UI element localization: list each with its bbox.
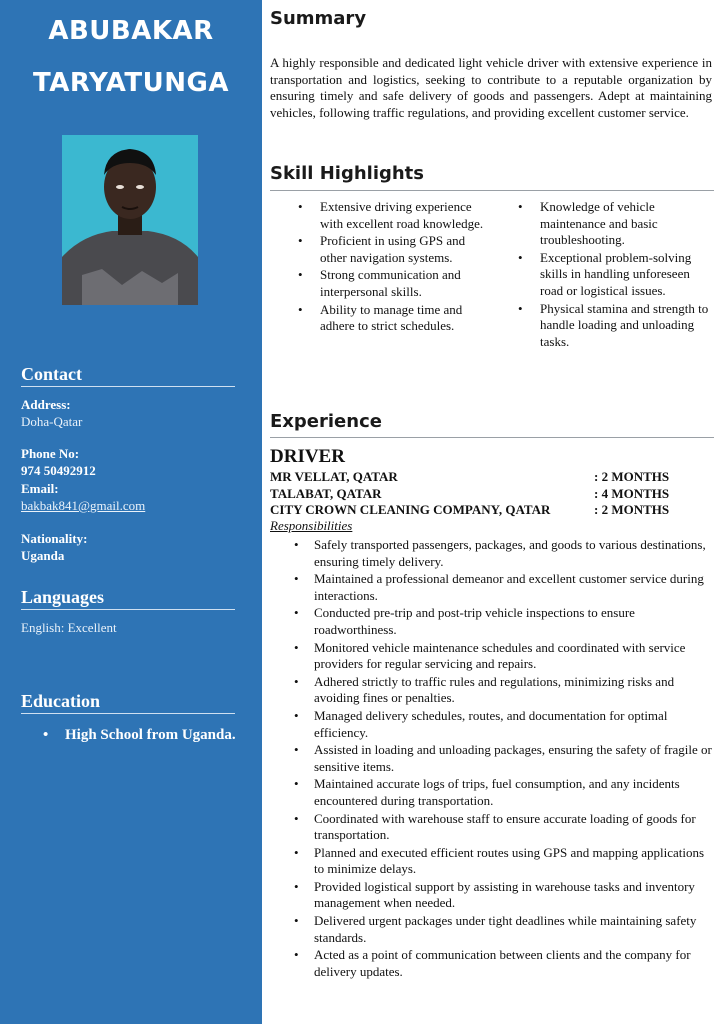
language-value: English: Excellent <box>21 620 117 635</box>
email-label: Email: <box>21 481 59 496</box>
responsibilities-list <box>292 537 716 981</box>
responsibility-item: • Adhered strictly to traffic rules and regulations, minimizing risks and avoiding fines or penalties. <box>292 674 716 707</box>
skills-divider <box>270 190 714 191</box>
skill-item: • Proficient in using GPS and other navigation systems. <box>290 233 495 266</box>
experience-divider <box>270 437 714 438</box>
address-label: Address: <box>21 397 71 412</box>
job-duration: : 2 MONTHS <box>594 502 670 517</box>
languages-heading: Languages <box>21 587 235 610</box>
responsibility-item: • Monitored vehicle maintenance schedules and coordinated with service providers for regular servicing and repairs. <box>292 640 716 673</box>
nationality-label: Nationality: <box>21 531 88 546</box>
email-link[interactable]: bakbak841@gmail.com <box>21 498 146 513</box>
skills-list-right <box>510 199 710 351</box>
skill-item: • Strong communication and interpersonal skills. <box>290 267 495 300</box>
responsibility-item: • Assisted in loading and unloading packages, ensuring the safety of fragile or sensitive items. <box>292 742 716 775</box>
profile-photo <box>62 135 198 305</box>
education-heading: Education <box>21 691 235 714</box>
nationality-value: Uganda <box>21 548 65 563</box>
job-duration: : 4 MONTHS <box>594 486 670 501</box>
skill-item: • Ability to manage time and adhere to strict schedules. <box>290 302 495 335</box>
job-duration: : 2 MONTHS <box>594 469 670 484</box>
job-company: CITY CROWN CLEANING COMPANY, QATAR <box>270 502 551 517</box>
skill-item: • Extensive driving experience with excellent road knowledge. <box>290 199 495 232</box>
contact-heading: Contact <box>21 364 235 387</box>
phone-label: Phone No: <box>21 446 80 461</box>
responsibility-item: • Maintained accurate logs of trips, fuel consumption, and any incidents encountered during transportation. <box>292 776 716 809</box>
summary-text: A highly responsible and dedicated light vehicle driver with extensive experience in transportation and logistics, seeking to contribute to a reputable organization by ensuring timely and safe delivery of goods and passengers. Adept at maintaining vehicles, following traffic regulations, and providing excellent customer service. <box>270 55 712 120</box>
phone-value: 974 50492912 <box>21 463 96 478</box>
job-entry <box>270 469 690 486</box>
job-company: MR VELLAT, QATAR <box>270 469 398 484</box>
responsibility-item: • Managed delivery schedules, routes, and documentation for optimal efficiency. <box>292 708 716 741</box>
skill-item: • Physical stamina and strength to handle loading and unloading tasks. <box>510 301 710 351</box>
responsibility-item: • Provided logistical support by assisting in warehouse tasks and inventory management when needed. <box>292 879 716 912</box>
last-name: TARYATUNGA <box>33 68 229 98</box>
job-role: DRIVER <box>270 446 345 467</box>
responsibility-item: • Safely transported passengers, packages, and goods to various destinations, ensuring timely delivery. <box>292 537 716 570</box>
responsibilities-label: Responsibilities <box>270 518 353 533</box>
responsibility-item: • Acted as a point of communication between clients and the company for delivery updates. <box>292 947 716 980</box>
skill-item: • Knowledge of vehicle maintenance and basic troubleshooting. <box>510 199 710 249</box>
job-entry <box>270 486 690 503</box>
education-list <box>43 726 243 745</box>
job-company: TALABAT, QATAR <box>270 486 382 501</box>
responsibility-item: • Maintained a professional demeanor and excellent customer service during interactions. <box>292 571 716 604</box>
address-value: Doha-Qatar <box>21 414 83 429</box>
first-name: ABUBAKAR <box>48 16 214 46</box>
skills-list-left <box>290 199 495 336</box>
profile-photo-illustration <box>62 135 198 305</box>
summary-heading: Summary <box>270 8 367 29</box>
responsibility-item: • Coordinated with warehouse staff to ensure accurate loading of goods for transportation. <box>292 811 716 844</box>
skill-item: • Exceptional problem-solving skills in handling unforeseen road or logistical issues. <box>510 250 710 300</box>
experience-heading: Experience <box>270 411 382 432</box>
skills-heading: Skill Highlights <box>270 163 425 184</box>
responsibility-item: • Planned and executed efficient routes using GPS and mapping applications to minimize delays. <box>292 845 716 878</box>
sidebar <box>0 0 262 1024</box>
responsibility-item: • Delivered urgent packages under tight deadlines while maintaining safety standards. <box>292 913 716 946</box>
job-entry <box>270 502 690 519</box>
responsibility-item: • Conducted pre-trip and post-trip vehicle inspections to ensure roadworthiness. <box>292 605 716 638</box>
education-item: • High School from Uganda. <box>43 726 243 745</box>
